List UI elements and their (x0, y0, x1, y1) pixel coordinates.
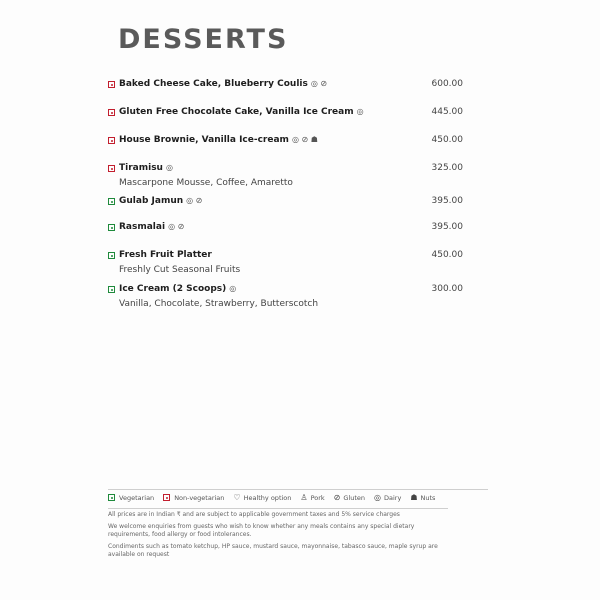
veg-icon (108, 494, 115, 501)
item-name: Tiramisu (119, 163, 163, 173)
dietary-icons: ◎ ⊘ ☗ (291, 135, 318, 144)
dietary-icons: ◎ (356, 107, 364, 116)
menu-item (108, 284, 463, 309)
item-description: Mascarpone Mousse, Coffee, Amaretto (119, 178, 293, 188)
item-name: Ice Cream (2 Scoops) (119, 284, 227, 294)
legend-non-vegetarian: Non-vegetarian (163, 494, 224, 502)
dietary-icons: ◎ (165, 163, 173, 172)
nuts-icon: ☗ (410, 493, 418, 502)
menu-item (108, 79, 463, 93)
dietary-icons: ◎ ⊘ (310, 79, 328, 88)
item-description: Freshly Cut Seasonal Fruits (119, 265, 241, 275)
legend-gluten: ⊘ Gluten (333, 493, 366, 502)
item-price: 300.00 (431, 284, 463, 294)
dairy-icon: ◎ (374, 493, 381, 502)
item-name: Gluten Free Chocolate Cake, Vanilla Ice Cream (119, 107, 354, 117)
item-name: Rasmalai (119, 222, 166, 232)
non-veg-icon (163, 494, 170, 501)
menu-item (108, 222, 463, 236)
non-veg-icon (108, 165, 115, 172)
item-price: 450.00 (431, 135, 463, 145)
veg-icon (108, 224, 115, 231)
price-note: All prices are in Indian ₹ and are subject to applicable government taxes and 5% service charges (108, 511, 400, 518)
item-name: Gulab Jamun (119, 196, 184, 206)
legend-healthy: ♡ Healthy option (233, 493, 292, 502)
page-title: DESSERTS (118, 24, 289, 55)
dietary-icons: ◎ (229, 284, 237, 293)
non-veg-icon (108, 137, 115, 144)
item-price: 395.00 (431, 222, 463, 232)
item-price: 445.00 (431, 107, 463, 117)
menu-item (108, 163, 463, 188)
item-name: House Brownie, Vanilla Ice-cream (119, 135, 289, 145)
dietary-note: We welcome enquiries from guests who wish to know whether any meals contains any special dietary requirements, food allergy or food intolerances. (108, 522, 415, 538)
pork-icon: ♙ (300, 493, 308, 502)
item-name: Fresh Fruit Platter (119, 250, 212, 260)
gluten-icon: ⊘ (333, 493, 341, 502)
item-price: 325.00 (431, 163, 463, 173)
item-price: 450.00 (431, 250, 463, 260)
item-description: Vanilla, Chocolate, Strawberry, Butterscotch (119, 299, 319, 309)
healthy-icon: ♡ (233, 493, 241, 502)
legend-nuts: ☗ Nuts (410, 493, 436, 502)
menu-item (108, 250, 463, 275)
dietary-icons: ◎ ⊘ (186, 196, 203, 205)
veg-icon (108, 252, 115, 259)
legend-vegetarian: Vegetarian (108, 494, 154, 502)
item-price: 600.00 (431, 79, 463, 89)
legend-pork: ♙ Pork (300, 493, 325, 502)
legend-dairy: ◎ Dairy (374, 493, 402, 502)
item-name: Baked Cheese Cake, Blueberry Coulis (119, 79, 308, 89)
non-veg-icon (108, 109, 115, 116)
item-price: 395.00 (431, 196, 463, 206)
dietary-icons: ◎ ⊘ (168, 222, 185, 231)
menu-item (108, 196, 463, 210)
menu-item (108, 107, 463, 121)
veg-icon (108, 286, 115, 293)
dietary-legend (108, 489, 488, 502)
footnotes (108, 508, 448, 563)
veg-icon (108, 198, 115, 205)
menu-item (108, 135, 463, 149)
non-veg-icon (108, 81, 115, 88)
condiments-note: Condiments such as tomato ketchup, HP sauce, mustard sauce, mayonnaise, tabasco sauce, maple syrup are available on request (108, 542, 438, 558)
